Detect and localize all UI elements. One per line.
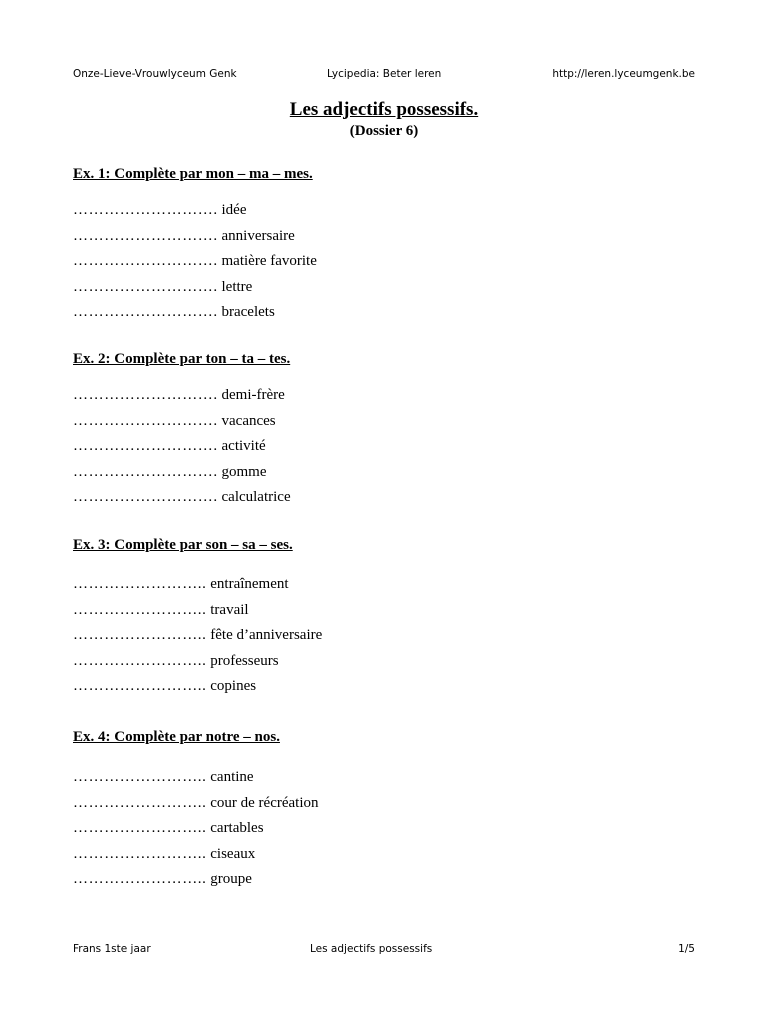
blank-dots: ……………………….	[73, 253, 218, 269]
blank-dots: ……………………….	[73, 278, 218, 295]
exercise-title: Ex. 4: Complète par notre – nos.	[73, 729, 280, 745]
blank-dots: ……………………….	[73, 387, 218, 403]
item-word: copines	[210, 678, 257, 694]
exercise-item	[73, 572, 695, 598]
exercise-items	[73, 765, 695, 893]
exercise-4	[73, 727, 695, 893]
footer-page-number: 1/5	[678, 943, 695, 955]
item-word: ciseaux	[210, 845, 256, 862]
item-word: cantine	[210, 769, 254, 785]
exercise-3	[73, 535, 695, 700]
exercise-2	[73, 349, 695, 511]
item-word: vacances	[221, 412, 276, 429]
blank-dots: ……………………..	[73, 871, 207, 887]
blank-dots: ……………………..	[73, 627, 207, 643]
blank-dots: ……………………..	[73, 652, 207, 669]
exercise-item	[73, 867, 695, 893]
page-title: Les adjectifs possessifs.	[289, 99, 479, 120]
blank-dots: ……………………..	[73, 769, 207, 785]
exercise-item	[73, 198, 695, 224]
blank-dots: ……………………..	[73, 820, 207, 836]
blank-dots: ……………………..	[73, 601, 207, 618]
item-word: cour de récréation	[210, 794, 319, 811]
page-subtitle: (Dossier 6)	[349, 123, 419, 139]
blank-dots: ……………………….	[73, 489, 218, 505]
blank-dots: ……………………..	[73, 576, 207, 592]
item-word: entraînement	[210, 576, 289, 592]
exercise-item	[73, 224, 695, 250]
exercise-item	[73, 623, 695, 649]
exercise-item	[73, 249, 695, 275]
exercise-item	[73, 816, 695, 842]
item-word: lettre	[221, 278, 253, 295]
page-footer	[73, 941, 695, 957]
item-word: travail	[210, 601, 249, 618]
exercise-item	[73, 275, 695, 301]
footer-course: Frans 1ste jaar	[73, 943, 151, 955]
exercise-item	[73, 300, 695, 326]
item-word: demi-frère	[221, 387, 285, 403]
exercise-item	[73, 765, 695, 791]
exercise-items	[73, 572, 695, 700]
item-word: anniversaire	[221, 227, 295, 244]
exercise-item	[73, 383, 695, 409]
item-word: groupe	[210, 871, 252, 887]
footer-topic: Les adjectifs possessifs	[310, 943, 433, 955]
blank-dots: ……………………….	[73, 463, 218, 480]
exercise-item	[73, 485, 695, 511]
blank-dots: ……………………..	[73, 845, 207, 862]
blank-dots: ……………………….	[73, 412, 218, 429]
exercise-title: Ex. 3: Complète par son – sa – ses.	[73, 537, 293, 553]
exercise-title: Ex. 1: Complète par mon – ma – mes.	[73, 166, 313, 182]
item-word: idée	[221, 202, 247, 218]
exercise-item	[73, 409, 695, 435]
exercise-item	[73, 460, 695, 486]
header-url: http://leren.lyceumgenk.be	[552, 68, 695, 80]
exercise-item	[73, 434, 695, 460]
item-word: matière favorite	[221, 253, 317, 269]
blank-dots: ……………………….	[73, 304, 218, 320]
page-header	[73, 66, 695, 82]
blank-dots: ……………………..	[73, 678, 207, 694]
exercise-item	[73, 649, 695, 675]
item-word: calculatrice	[221, 489, 291, 505]
exercise-1	[73, 164, 695, 326]
exercise-item	[73, 598, 695, 624]
blank-dots: ……………………….	[73, 438, 218, 454]
exercise-items	[73, 198, 695, 326]
item-word: gomme	[221, 463, 267, 480]
exercise-items	[73, 383, 695, 511]
item-word: bracelets	[221, 304, 275, 320]
exercise-item	[73, 791, 695, 817]
exercise-title: Ex. 2: Complète par ton – ta – tes.	[73, 351, 291, 367]
exercise-item	[73, 674, 695, 700]
blank-dots: ……………………….	[73, 227, 218, 244]
exercise-item	[73, 842, 695, 868]
item-word: cartables	[210, 820, 264, 836]
blank-dots: ……………………..	[73, 794, 207, 811]
item-word: fête d’anniversaire	[210, 627, 323, 643]
item-word: activité	[221, 438, 266, 454]
header-platform: Lycipedia: Beter leren	[327, 68, 442, 80]
blank-dots: ……………………….	[73, 202, 218, 218]
item-word: professeurs	[210, 652, 279, 669]
header-school: Onze-Lieve-Vrouwlyceum Genk	[73, 68, 237, 80]
